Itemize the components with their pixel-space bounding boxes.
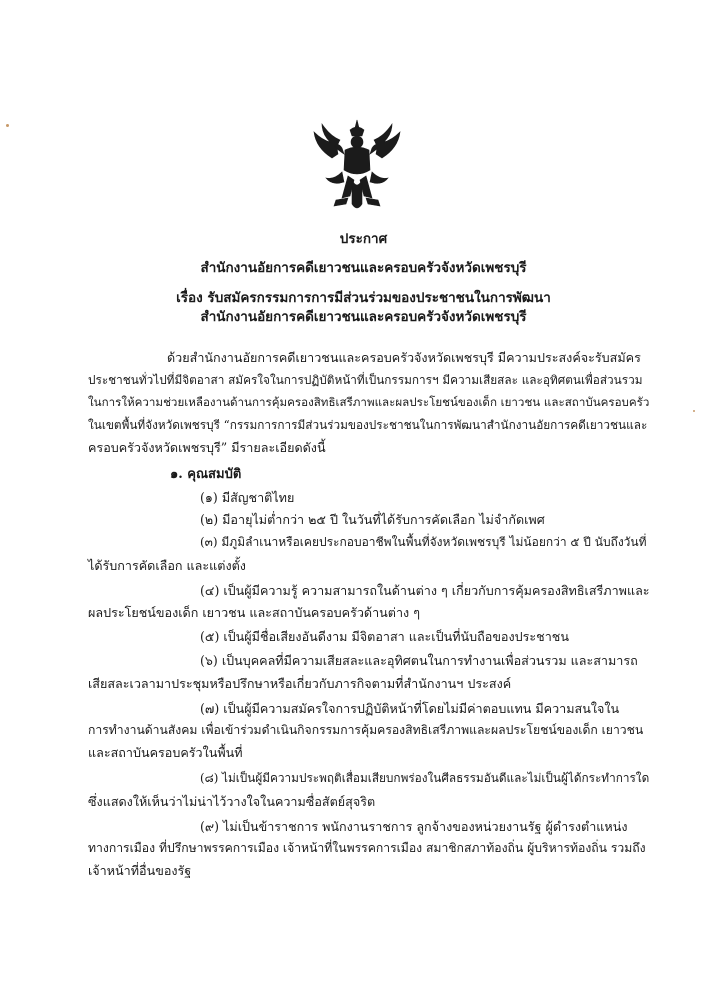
qualification-item: (๖) เป็นบุคคลที่มีความเสียสละและอุทิศตนในการทำงานเพื่อส่วนรวม และสามารถ (200, 653, 638, 668)
qualification-item: (๘) ไม่เป็นผู้มีความประพฤติเสื่อมเสียบกพร่องในศีลธรรมอันดีและไม่เป็นผู้ได้กระทำการใด (200, 771, 650, 785)
qualification-item: (๗) เป็นผู้มีความสมัครใจการปฏิบัติหน้าที่โดยไม่มีค่าตอบแทน มีความสนใจใน (200, 701, 620, 716)
intro-line: ประชาชนทั่วไปที่มีจิตอาสา สมัครใจในการปฏิบัติหน้าที่เป็นกรรมการฯ มีความเสียสละ และอุทิศตนเพื่อส่วนรวม (88, 373, 643, 387)
qualification-item-cont: เสียสละเวลามาประชุมหรือปรึกษาหรือเกี่ยวกับภารกิจตามที่สำนักงานฯ ประสงค์ (88, 676, 512, 691)
intro-line: ครอบครัวจังหวัดเพชรบุรี” มีรายละเอียดดังนี้ (88, 440, 326, 455)
office-name: สำนักงานอัยการคดีเยาวชนและครอบครัวจังหวัดเพชรบุรี (200, 260, 527, 276)
qualification-item: (๕) เป็นผู้มีชื่อเสียงอันดีงาม มีจิตอาสา และเป็นที่นับถือของประชาชน (200, 629, 569, 644)
subject-line-cont: สำนักงานอัยการคดีเยาวชนและครอบครัวจังหวัดเพชรบุรี (200, 309, 527, 325)
qualification-item: (๙) ไม่เป็นข้าราชการ พนักงานราชการ ลูกจ้างของหน่วยงานรัฐ ผู้ดำรงตำแหน่ง (200, 819, 628, 834)
scan-speck (6, 124, 9, 127)
qualification-item: (๒) มีอายุไม่ต่ำกว่า ๒๕ ปี ในวันที่ได้รับการคัดเลือก ไม่จำกัดเพศ (200, 512, 545, 527)
qualification-item-cont: ได้รับการคัดเลือก และแต่งตั้ง (88, 558, 246, 573)
document-title: ประกาศ (339, 231, 388, 247)
intro-line: ในเขตพื้นที่จังหวัดเพชรบุรี “กรรมการการมีส่วนร่วมของประชาชนในการพัฒนาสำนักงานอัยการคดีเยาวชนและ (88, 418, 648, 432)
garuda-emblem-icon (312, 118, 402, 214)
qualification-item-cont: ผลประโยชน์ของเด็ก เยาวชน และสถาบันครอบครัวด้านต่าง ๆ (88, 605, 420, 620)
qualification-item: (๓) มีภูมิลำเนาหรือเคยประกอบอาชีพในพื้นที่จังหวัดเพชรบุรี ไม่น้อยกว่า ๕ ปี นับถึงวันที่ (200, 535, 647, 549)
qualification-item-cont: เจ้าหน้าที่อื่นของรัฐ (88, 863, 192, 878)
qualification-item-cont: ซึ่งแสดงให้เห็นว่าไม่น่าไว้วางใจในความซื่อสัตย์สุจริต (88, 794, 376, 809)
qualification-item-cont: และสถาบันครอบครัวในพื้นที่ (88, 745, 243, 760)
scan-speck (693, 410, 695, 412)
qualification-item: (๔) เป็นผู้มีความรู้ ความสามารถในด้านต่าง ๆ เกี่ยวกับการคุ้มครองสิทธิเสรีภาพและ (200, 583, 650, 598)
intro-line: ในการให้ความช่วยเหลืองานด้านการคุ้มครองสิทธิเสรีภาพและผลประโยชน์ของเด็ก เยาวชน และสถาบันครอบครัว (88, 395, 650, 409)
qualification-item: (๑) มีสัญชาติไทย (200, 490, 295, 505)
qualification-item-cont: ทางการเมือง ที่ปรึกษาพรรคการเมือง เจ้าหน้าที่ในพรรคการเมือง สมาชิกสภาท้องถิ่น ผู้บริหารท้องถิ่น รวมถึง (88, 841, 646, 855)
qualification-item-cont: การทำงานด้านสังคม เพื่อเข้าร่วมดำเนินกิจกรรมการคุ้มครองสิทธิเสรีภาพและผลประโยชน์ของเด็ก เยาวชน (88, 723, 644, 737)
subject-line: เรื่อง รับสมัครกรรมการการมีส่วนร่วมของประชาชนในการพัฒนา (176, 290, 551, 306)
section-heading: ๑. คุณสมบัติ (170, 467, 242, 482)
intro-line: ด้วยสำนักงานอัยการคดีเยาวชนและครอบครัวจังหวัดเพชรบุรี มีความประสงค์จะรับสมัคร (167, 350, 641, 365)
